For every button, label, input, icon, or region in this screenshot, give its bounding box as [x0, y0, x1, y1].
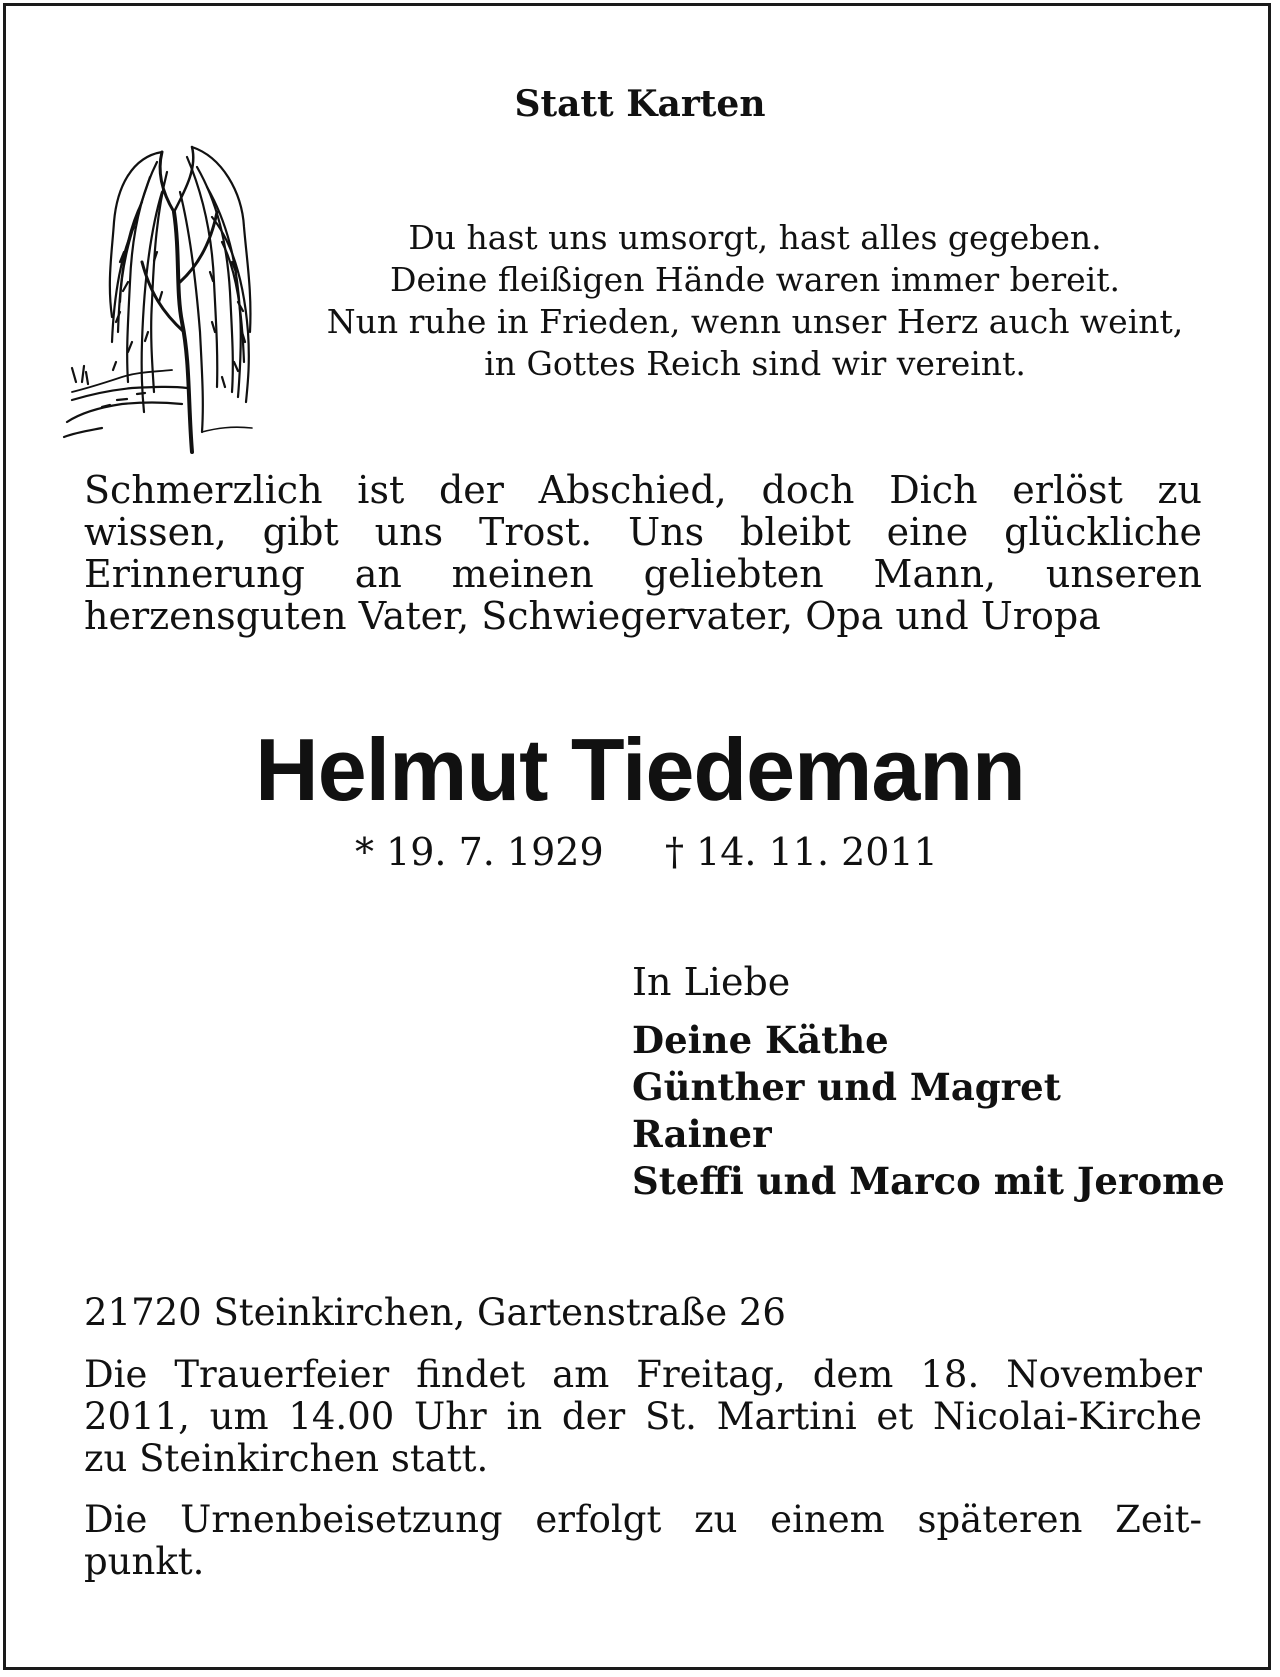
burial-line: punkt. — [84, 1540, 205, 1583]
birth-date: * 19. 7. 1929 — [355, 830, 604, 874]
ceremony-line: 2011, um 14.00 Uhr in der St. Martini et Nicolai-Kirche — [84, 1395, 1202, 1438]
poem-line: in Gottes Reich sind wir vereint. — [484, 344, 1026, 383]
weeping-willow-tree-icon — [62, 132, 282, 462]
ceremony-paragraph — [84, 1354, 1202, 1480]
poem-line: Du hast uns umsorgt, hast alles gegeben. — [408, 218, 1102, 257]
ceremony-line: Die Trauerfeier findet am Freitag, dem 18. November — [84, 1353, 1202, 1396]
intro-paragraph — [84, 469, 1202, 637]
poem-line: Nun ruhe in Frieden, wenn unser Herz auch weint, — [326, 302, 1184, 341]
mourner-name: Günther und Magret — [632, 1065, 1061, 1109]
deceased-name: Helmut Tiedemann — [255, 720, 1025, 819]
mourner-name: Steffi und Marco mit Jerome — [632, 1159, 1225, 1203]
poem-line: Deine fleißigen Hände waren immer bereit. — [390, 260, 1120, 299]
mourners-intro: In Liebe — [632, 960, 791, 1004]
burial-paragraph — [84, 1499, 1202, 1583]
intro-line: Schmerzlich ist der Abschied, doch Dich erlöst zu — [84, 468, 1202, 512]
notice-header: Statt Karten — [514, 83, 766, 125]
intro-line: wissen, gibt uns Trost. Uns bleibt eine glückliche — [84, 510, 1202, 554]
mourner-name: Deine Käthe — [632, 1018, 889, 1062]
intro-line: Erinnerung an meinen geliebten Mann, unseren — [84, 552, 1202, 596]
mourner-name: Rainer — [632, 1112, 772, 1156]
ceremony-line: zu Steinkirchen statt. — [84, 1437, 489, 1480]
family-address: 21720 Steinkirchen, Gartenstraße 26 — [84, 1291, 786, 1334]
poem-verse — [300, 217, 1210, 385]
death-date: † 14. 11. 2011 — [665, 830, 938, 874]
intro-line: herzensguten Vater, Schwiegervater, Opa und Uropa — [84, 594, 1101, 638]
burial-line: Die Urnenbeisetzung erfolgt zu einem späteren Zeit- — [84, 1498, 1202, 1541]
mourners-list — [632, 1017, 1225, 1205]
